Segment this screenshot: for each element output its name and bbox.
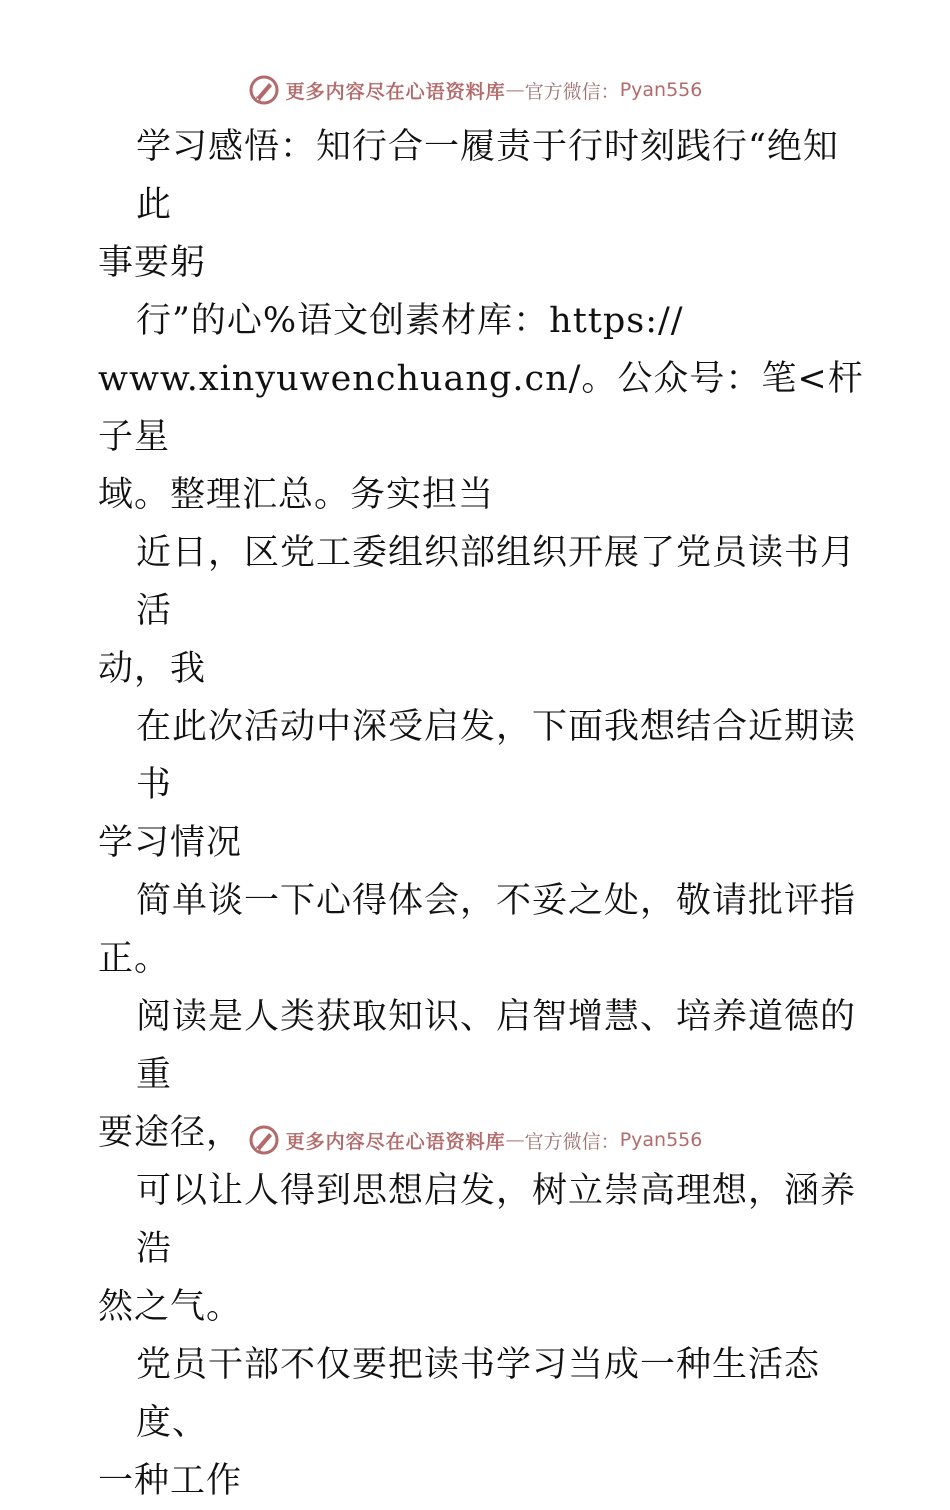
paragraph-line: 动，我 [98, 649, 207, 689]
paragraph-line: 可以让人得到思想启发，树立崇高理想，涵养浩 [136, 1171, 857, 1269]
paragraph-2 [98, 292, 868, 524]
footer-brand: 更多内容尽在心语资料库 [285, 1130, 506, 1153]
footer-wechat-label: 官方微信： [524, 1130, 620, 1153]
pen-logo-icon [248, 1124, 280, 1156]
paragraph-line: 阅读是人类获取知识、启智增慧、培养道德的重 [136, 997, 857, 1095]
paragraph-line: 学习情况 [98, 823, 243, 863]
footer-separator: — [505, 1129, 525, 1151]
paragraph-line: 简单谈一下心得体会，不妥之处，敬请批评指 [136, 881, 857, 921]
header-wechat-label: 官方微信： [524, 80, 620, 103]
paragraph-7 [98, 1162, 868, 1336]
footer-wechat-id: Pyan556 [619, 1129, 703, 1151]
paragraph-3 [98, 524, 868, 698]
paragraph-line: 域。整理汇总。务实担当 [98, 475, 495, 515]
pen-logo-icon [248, 74, 280, 106]
paragraph-line: www.xinyuwenchuang.cn/。公众号：笔<杆子星 [98, 359, 864, 457]
document-body [98, 118, 868, 1510]
paragraph-4 [98, 698, 868, 872]
paragraph-line: 党员干部不仅要把读书学习当成一种生活态度、 [136, 1345, 821, 1443]
paragraph-line: 一种工作 [98, 1461, 243, 1501]
paragraph-line: 学习感悟：知行合一履责于行时刻践行“绝知此 [136, 127, 839, 225]
paragraph-line: 行”的心%语文创素材库：https:// [136, 301, 684, 341]
paragraph-line: 近日，区党工委组织部组织开展了党员读书月活 [136, 533, 857, 631]
header-separator: — [505, 79, 525, 101]
header-brand: 更多内容尽在心语资料库 [285, 80, 506, 103]
header-watermark [0, 70, 950, 110]
paragraph-line: 正。 [98, 939, 171, 979]
paragraph-line: 事要躬 [98, 243, 207, 283]
paragraph-8 [98, 1336, 868, 1510]
header-wechat-id: Pyan556 [619, 79, 703, 101]
paragraph-line: 然之气。 [98, 1287, 243, 1327]
paragraph-line: 在此次活动中深受启发，下面我想结合近期读书 [136, 707, 857, 805]
paragraph-5 [98, 872, 868, 988]
footer-watermark [0, 1120, 950, 1160]
paragraph-1 [98, 118, 868, 292]
paragraph-line: 要途径， [98, 1113, 243, 1153]
